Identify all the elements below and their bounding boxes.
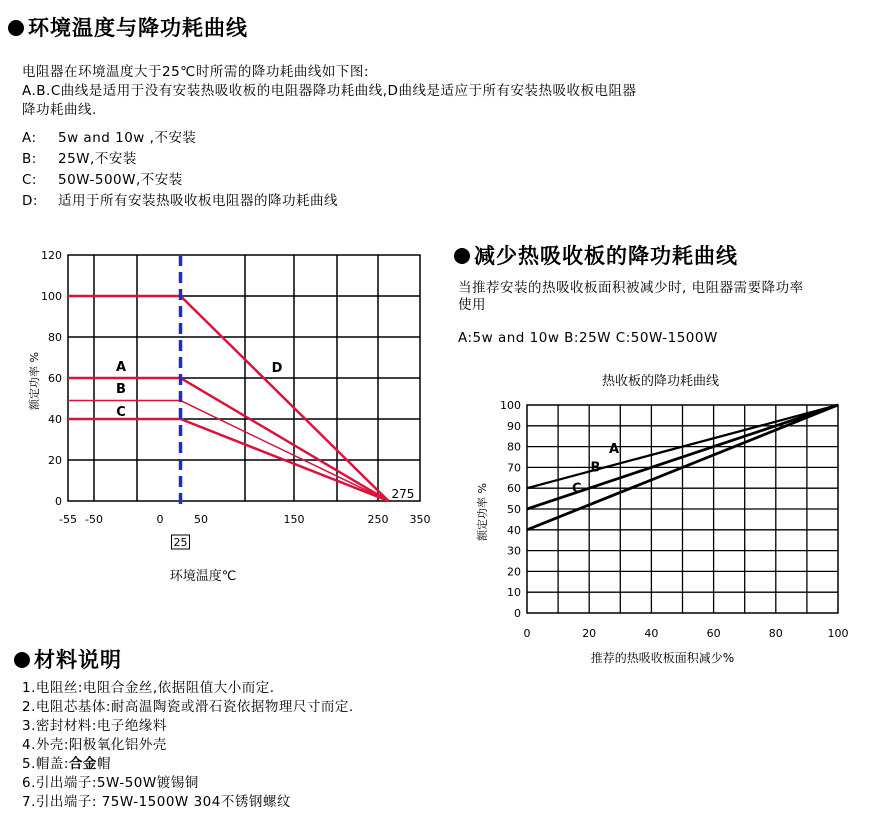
chart1-y-ticks bbox=[41, 249, 62, 508]
material-item: 1.电阻丝:电阻合金丝,依据阻值大小而定. bbox=[22, 680, 275, 696]
chart1-y-tick-label: 20 bbox=[48, 454, 62, 467]
chart1-x-axis-label: 环境温度℃ bbox=[169, 569, 237, 584]
material-item-prefix: 5.帽盖: bbox=[22, 756, 69, 772]
section1-title bbox=[8, 12, 248, 42]
chart2-x-tick-label: 60 bbox=[706, 627, 721, 640]
material-item: 3.密封材料:电子绝缘料 bbox=[22, 718, 167, 734]
derating-chart bbox=[0, 240, 450, 590]
curve-item-key: B: bbox=[22, 151, 37, 167]
chart1-x-tick-label: 150 bbox=[283, 513, 305, 526]
chart1-y-axis-label: 额定功率 % bbox=[28, 352, 41, 410]
chart2-series-label-A: A bbox=[609, 441, 620, 457]
chart1-x-ticks bbox=[59, 513, 430, 526]
curve-item-a bbox=[22, 130, 196, 147]
curve-item-key: A: bbox=[22, 130, 37, 146]
chart2-y-tick-label: 70 bbox=[507, 461, 521, 475]
curve-item-key: D: bbox=[22, 193, 38, 209]
section3-title bbox=[14, 644, 122, 674]
chart2-y-tick-label: 0 bbox=[514, 607, 521, 620]
heatsink-reduction-chart bbox=[460, 365, 889, 675]
chart2-y-tick-label: 80 bbox=[507, 440, 521, 454]
chart2-series-label-C: C bbox=[571, 481, 582, 497]
chart2-series-label-B: B bbox=[590, 460, 601, 476]
section1-title-text: 环境温度与降功耗曲线 bbox=[28, 16, 248, 40]
intro-line-3: 降功耗曲线. bbox=[22, 102, 97, 118]
chart2-x-tick-label: 0 bbox=[523, 627, 531, 640]
material-item: 2.电阻芯基体:耐高温陶瓷或滑石瓷依据物理尺寸而定. bbox=[22, 699, 354, 715]
chart1-x-tick-label: -55 bbox=[59, 513, 77, 526]
curve-item-text: 5w and 10w ,不安装 bbox=[58, 130, 197, 146]
section2-desc-2: 使用 bbox=[458, 297, 486, 313]
curve-item-text: 50W-500W,不安装 bbox=[58, 172, 183, 188]
chart2-x-ticks bbox=[524, 627, 849, 640]
chart2-y-tick-label: 100 bbox=[500, 399, 521, 412]
chart2-y-tick-label: 40 bbox=[507, 523, 521, 537]
material-item: 7.引出端子: 75W-1500W 304不锈钢螺纹 bbox=[22, 794, 291, 810]
chart1-x-tick-label: 0 bbox=[156, 513, 164, 526]
chart2-y-axis-label: 额定功率 % bbox=[476, 483, 489, 541]
intro-line-1: 电阻器在环境温度大于25℃时所需的降功耗曲线如下图: bbox=[22, 64, 369, 80]
chart1-x-tick-label: 250 bbox=[367, 513, 389, 526]
chart1-y-tick-label: 60 bbox=[48, 372, 62, 385]
chart1-y-tick-label: 80 bbox=[48, 331, 62, 344]
chart1-25c-label: 25 bbox=[173, 536, 188, 549]
material-item-bold: 合金 bbox=[68, 756, 97, 772]
chart2-grid bbox=[527, 405, 838, 613]
curve-item-key: C: bbox=[22, 172, 37, 188]
curve-item-b bbox=[22, 151, 137, 168]
chart1-x-tick-label: 50 bbox=[194, 513, 208, 526]
material-item: 6.引出端子:5W-50W镀锡铜 bbox=[22, 775, 199, 791]
section2-title-text: 减少热吸收板的降功耗曲线 bbox=[474, 244, 738, 268]
chart2-y-ticks bbox=[500, 399, 521, 620]
bullet-icon bbox=[14, 652, 30, 668]
section2-title bbox=[454, 240, 738, 270]
chart1-x-tick-label: 350 bbox=[409, 513, 431, 526]
chart2-y-tick-label: 90 bbox=[507, 419, 521, 433]
intro-line-2: A.B.C曲线是适用于没有安装热吸收板的电阻器降功耗曲线,D曲线是适应于所有安装热吸收板电阻器 bbox=[22, 83, 637, 99]
chart1-x-tick-label: -50 bbox=[85, 513, 103, 526]
bullet-icon bbox=[8, 20, 24, 36]
chart1-end-label: 275 bbox=[391, 487, 415, 501]
chart2-x-tick-label: 20 bbox=[582, 627, 597, 640]
chart1-y-tick-label: 40 bbox=[48, 413, 62, 426]
chart1-series bbox=[68, 296, 389, 501]
curve-item-text: 25W,不安装 bbox=[58, 151, 137, 167]
section2-desc-1: 当推荐安装的热吸收板面积被减少时, 电阻器需要降功率 bbox=[458, 280, 804, 296]
chart1-y-tick-label: 100 bbox=[41, 290, 62, 303]
chart2-y-tick-label: 60 bbox=[507, 482, 521, 496]
chart2-y-tick-label: 30 bbox=[507, 544, 521, 558]
chart2-x-tick-label: 100 bbox=[827, 627, 849, 640]
chart2-x-tick-label: 40 bbox=[644, 627, 659, 640]
material-item-suffix: 帽 bbox=[96, 756, 111, 772]
curve-item-text: 适用于所有安装热吸收板电阻器的降功耗曲线 bbox=[58, 193, 338, 209]
chart2-y-tick-label: 50 bbox=[507, 503, 521, 516]
chart1-series-label-C: C bbox=[116, 405, 126, 420]
chart2-y-tick-label: 20 bbox=[507, 565, 521, 579]
curve-item-c bbox=[22, 172, 183, 189]
chart2-y-tick-label: 10 bbox=[507, 586, 521, 600]
curve-item-d bbox=[22, 193, 338, 210]
material-item bbox=[22, 756, 111, 773]
chart1-y-tick-label: 120 bbox=[41, 249, 62, 262]
chart2-x-axis-label: 推荐的热吸收板面积减少% bbox=[590, 651, 735, 665]
chart1-series-label-D: D bbox=[271, 361, 283, 376]
chart2-title: 热收板的降功耗曲线 bbox=[601, 374, 720, 389]
chart1-y-tick-label: 0 bbox=[55, 495, 62, 508]
chart1-series-line-D bbox=[68, 296, 389, 501]
section2-types: A:5w and 10w B:25W C:50W-1500W bbox=[458, 330, 718, 346]
chart1-series-label-A: A bbox=[115, 360, 127, 375]
chart2-x-tick-label: 80 bbox=[768, 627, 783, 640]
material-item: 4.外壳:阳极氧化铝外壳 bbox=[22, 737, 167, 753]
bullet-icon bbox=[454, 248, 470, 264]
section3-title-text: 材料说明 bbox=[34, 648, 122, 672]
chart1-series-label-B: B bbox=[116, 382, 126, 397]
